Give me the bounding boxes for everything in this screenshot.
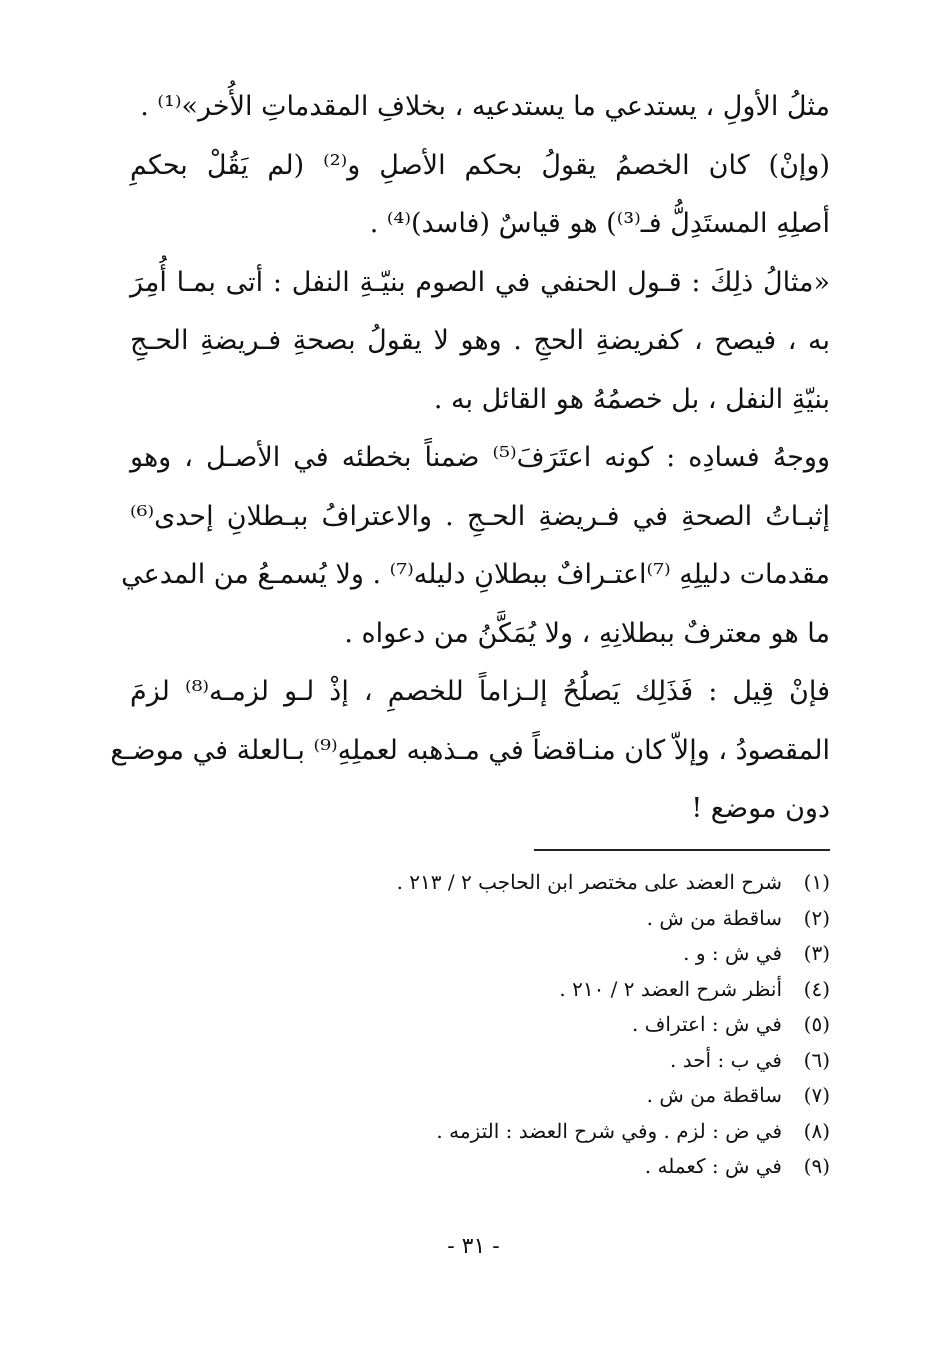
text-line: أصلِهِ المستَدِلُّ فـ⁽³⁾) هو قياسٌ (فاسد)⁽⁴⁾ . bbox=[369, 208, 830, 239]
footnote-number: (٩) bbox=[803, 1154, 830, 1178]
footnote-text: ساقطة من ش . bbox=[646, 905, 782, 930]
footnote-text: شرح العضد على مختصر ابن الحاجب ٢ / ٢١٣ . bbox=[396, 870, 782, 894]
footnote-text: أنظر شرح العضد ٢ / ٢١٠ . bbox=[559, 976, 782, 1001]
footnote-number: (٦) bbox=[803, 1047, 830, 1072]
footnote-item bbox=[130, 1149, 830, 1185]
text-line: بنيّةِ النفل ، بل خصمُهُ هو القائل به . bbox=[433, 383, 830, 415]
footnote-number: (٢) bbox=[803, 905, 830, 930]
footnote-item bbox=[130, 1078, 830, 1114]
footnote-text: في ش : اعتراف . bbox=[631, 1012, 782, 1036]
footnote-item bbox=[130, 865, 830, 901]
text-line: فإنْ قِيل : فَذَلِك يَصلُحُ إلـزاماً للخصمِ ، إذْ لـو لزمـه⁽⁸⁾ لزمَ bbox=[130, 676, 830, 707]
footnote-item bbox=[130, 1114, 830, 1150]
footnote-number: (٨) bbox=[803, 1118, 830, 1143]
text-line: (وإنْ) كان الخصمُ يقولُ بحكم الأصلِ و⁽²⁾ (لم يَقُلْ بحكمِ bbox=[130, 149, 830, 181]
footnote-divider bbox=[534, 849, 830, 851]
footnote-number: (٧) bbox=[803, 1083, 830, 1107]
footnote-text: في ب : أحد . bbox=[669, 1047, 782, 1072]
text-line: إثبـاتُ الصحةِ في فـريضةِ الحـجِ . والاعترافُ ببـطلانِ إحدى⁽⁶⁾ bbox=[130, 500, 830, 532]
text-line: ما هو معترفٌ ببطلانِهِ ، ولا يُمَكَّنُ من دعواه . bbox=[344, 617, 830, 649]
footnote-item bbox=[130, 1007, 830, 1043]
footnote-text: ساقطة من ش . bbox=[646, 1083, 782, 1107]
page-number: - ٣١ - bbox=[447, 1234, 500, 1259]
footnote-number: (٤) bbox=[803, 976, 830, 1001]
footnote-text: في ش : كعمله . bbox=[644, 1154, 782, 1178]
footnote-item bbox=[130, 1043, 830, 1079]
footnote-number: (١) bbox=[803, 870, 830, 894]
footnote-number: (٣) bbox=[803, 941, 830, 965]
footnote-text: في ش : و . bbox=[683, 941, 782, 965]
footnote-item bbox=[130, 936, 830, 972]
footnote-item bbox=[130, 901, 830, 937]
text-line: دون موضع ! bbox=[691, 793, 830, 824]
text-line: مقدمات دليلِهِ ⁽⁷⁾اعتـرافٌ ببطلانِ دليله⁽⁷⁾ . ولا يُسمـعُ من المدعي bbox=[121, 559, 830, 590]
text-line: به ، فيصح ، كفريضةِ الحجِ . وهو لا يقولُ بصحةِ فـريضةِ الحـجِ bbox=[130, 325, 830, 356]
footnote-number: (٥) bbox=[803, 1012, 830, 1036]
text-line: ووجهُ فسادِه : كونه اعتَرَفَ⁽⁵⁾ ضمناً بخطئه في الأصـل ، وهو bbox=[130, 442, 830, 473]
text-line: «مثالُ ذلِكَ : قـول الحنفي في الصوم بنيّـةِ النفل : أتى بمـا أُمِرَ bbox=[130, 266, 830, 298]
main-text bbox=[110, 78, 830, 839]
footnote-text: في ض : لزم . وفي شرح العضد : التزمه . bbox=[436, 1118, 782, 1143]
footnote-item bbox=[130, 972, 830, 1008]
text-line: مثلُ الأولِ ، يستدعي ما يستدعيه ، بخلافِ المقدماتِ الأُخر»⁽¹⁾ . bbox=[140, 91, 830, 122]
text-line: المقصودُ ، وإلاّ كان منـاقضاً في مـذهبه لعملِهِ⁽⁹⁾ بـالعلة في موضـع bbox=[110, 734, 830, 766]
footnotes bbox=[130, 865, 830, 1185]
